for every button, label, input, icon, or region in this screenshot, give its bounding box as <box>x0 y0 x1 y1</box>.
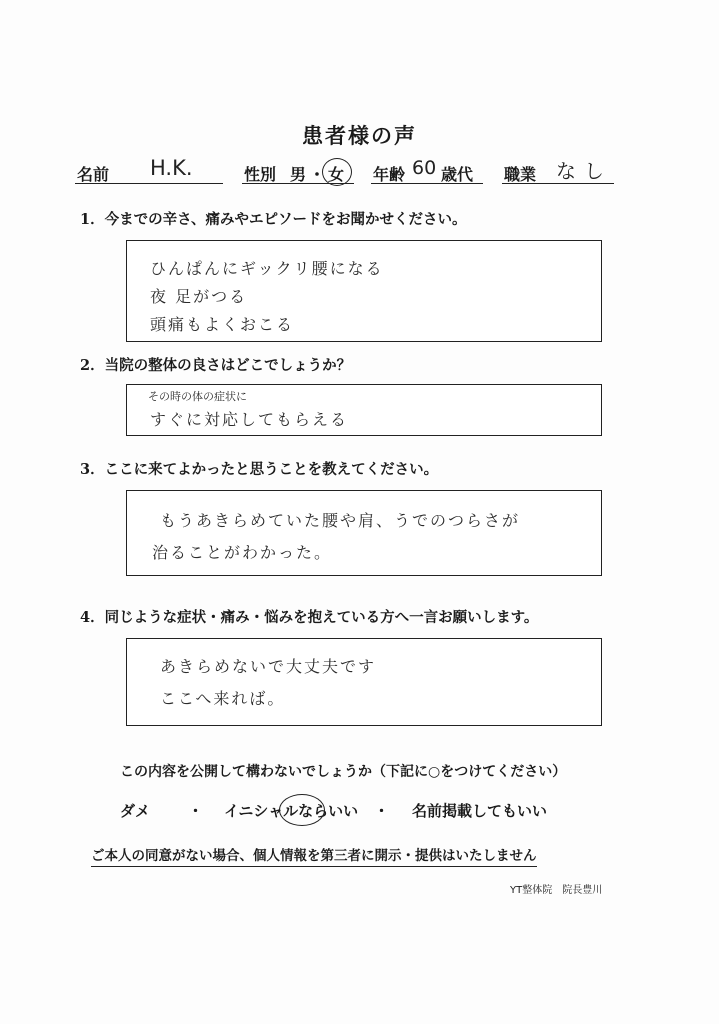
name-value: H.K. <box>150 156 193 180</box>
age-label: 年齢 <box>373 165 406 184</box>
gender-underline <box>242 183 354 184</box>
answer-1-line-3: 頭痛もよくおこる <box>150 315 295 334</box>
age-underline <box>371 183 483 184</box>
option-initial: イニシャルならいい <box>224 802 359 820</box>
gender-label: 性別 <box>244 165 277 184</box>
job-value: なし <box>556 159 612 183</box>
answer-2-note: その時の体の症状に <box>148 390 247 403</box>
answer-3-line-1: もうあきらめていた腰や肩、うでのつらさが <box>160 511 521 530</box>
question-4: 4．同じような症状・痛み・悩みを抱えている方へ一言お願いします。 <box>80 609 539 626</box>
clinic-footer: YT整体院 院長豊川 <box>510 885 603 896</box>
answer-1-line-1: ひんぱんにギックリ腰になる <box>150 259 384 278</box>
age-suffix: 歳代 <box>441 165 474 184</box>
option-no: ダメ <box>120 802 151 820</box>
answer-box-4 <box>126 638 602 726</box>
page-title: 患者様の声 <box>302 123 417 148</box>
job-underline <box>502 183 614 184</box>
job-label: 職業 <box>504 165 537 184</box>
name-underline <box>75 183 223 184</box>
answer-2-line-1: すぐに対応してもらえる <box>150 410 349 429</box>
selected-option-circle <box>279 794 325 826</box>
gender-male: 男 <box>290 165 307 184</box>
answer-3-line-2: 治ることがわかった。 <box>152 543 333 562</box>
answer-box-3 <box>126 490 602 576</box>
answer-4-line-1: あきらめないで大丈夫です <box>160 657 377 676</box>
privacy-notice: ご本人の同意がない場合、個人情報を第三者に開示・提供はいたしません <box>91 844 537 867</box>
option-full-name: 名前掲載してもいい <box>412 802 548 820</box>
gender-circle-mark <box>322 158 352 186</box>
answer-4-line-2: ここへ来れば。 <box>160 689 286 708</box>
question-1: 1．今までの辛さ、痛みやエピソードをお聞かせください。 <box>80 211 467 228</box>
option-separator-1: ・ <box>188 802 204 820</box>
question-3: 3．ここに来てよかったと思うことを教えてください。 <box>80 461 439 478</box>
consent-question: この内容を公開して構わないでしょうか（下記に○をつけてください） <box>120 764 567 780</box>
gender-female: 女 <box>328 165 345 184</box>
option-separator-2: ・ <box>374 802 390 820</box>
question-2: 2．当院の整体の良さはどこでしょうか？ <box>80 357 352 374</box>
answer-1-line-2: 夜 足がつる <box>150 287 248 306</box>
age-value: 60 <box>412 157 437 179</box>
gender-separator: ・ <box>309 165 326 184</box>
name-label: 名前 <box>77 165 110 184</box>
